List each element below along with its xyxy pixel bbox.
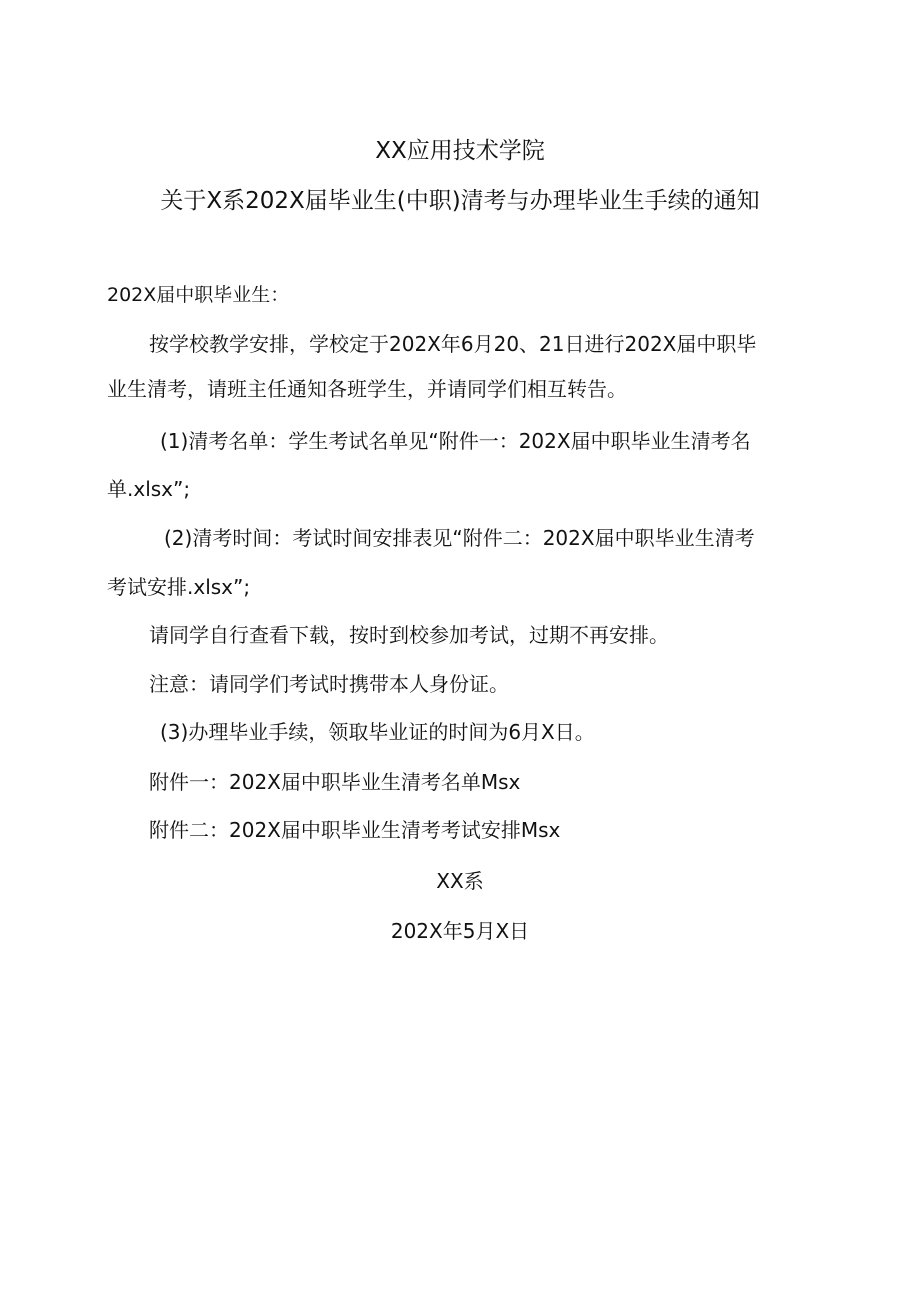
paragraph-intro-line2: 业生清考，请班主任通知各班学生，并请同学们相互转告。	[107, 377, 627, 401]
document-title-institution: XX应用技术学院	[375, 138, 545, 164]
item-graduation-procedures: (3)办理毕业手续，领取毕业证的时间为6月X日。	[160, 720, 595, 744]
item-exam-list-line1: (1)清考名单：学生考试名单见“附件一：202X届中职毕业生清考名	[160, 429, 751, 453]
paragraph-intro-line1: 按学校教学安排，学校定于202X年6月20、21日进行202X届中职毕	[149, 332, 757, 356]
paragraph-notice: 注意：请同学们考试时携带本人身份证。	[149, 672, 509, 696]
item-exam-time-line1: (2)清考时间：考试时间安排表见“附件二：202X届中职毕业生清考	[164, 526, 755, 550]
signature-department: XX系	[436, 869, 484, 893]
salutation: 202X届中职毕业生：	[107, 284, 290, 306]
signature-date: 202X年5月X日	[390, 919, 530, 943]
document-title-notice: 关于X系202X届毕业生(中职)清考与办理毕业生手续的通知	[160, 188, 760, 214]
item-exam-list-line2: 单.xlsx”;	[107, 477, 191, 501]
attachment-two: 附件二：202X届中职毕业生清考考试安排Msx	[149, 818, 561, 842]
attachment-one: 附件一：202X届中职毕业生清考名单Msx	[149, 770, 521, 794]
paragraph-download-instructions: 请同学自行查看下载，按时到校参加考试，过期不再安排。	[149, 623, 669, 647]
item-exam-time-line2: 考试安排.xlsx”;	[107, 575, 251, 599]
